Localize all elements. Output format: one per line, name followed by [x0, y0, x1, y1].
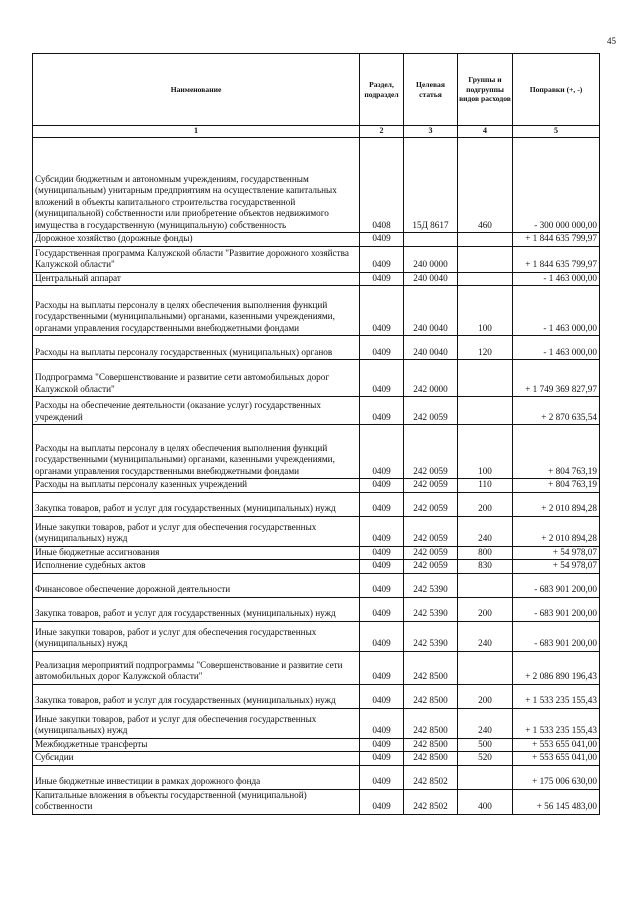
- row-section: 0409: [360, 479, 404, 493]
- row-section: 0409: [360, 752, 404, 766]
- row-name: Иные закупки товаров, работ и услуг для обеспечения государственных (муниципальных) нужд: [33, 516, 360, 546]
- row-amount: + 56 145 483,00: [513, 789, 600, 814]
- row-section: 0409: [360, 397, 404, 425]
- row-article: 242 0059: [404, 479, 458, 493]
- row-amount: - 683 901 200,00: [513, 573, 600, 597]
- row-amount: + 553 655 041,00: [513, 752, 600, 766]
- row-section: 0409: [360, 492, 404, 516]
- row-name: Межбюджетные трансферты: [33, 738, 360, 752]
- row-amount: - 1 463 000,00: [513, 336, 600, 360]
- column-number: 5: [513, 126, 600, 138]
- row-name: Закупка товаров, работ и услуг для государственных (муниципальных) нужд: [33, 684, 360, 708]
- row-section: 0409: [360, 246, 404, 272]
- column-number: 3: [404, 126, 458, 138]
- row-article: 242 0059: [404, 546, 458, 560]
- row-amount: + 553 655 041,00: [513, 738, 600, 752]
- row-group: [458, 765, 513, 789]
- row-amount: + 1 533 235 155,43: [513, 684, 600, 708]
- row-article: 242 5390: [404, 597, 458, 621]
- table-row: [33, 516, 600, 546]
- row-amount: + 2 086 890 196,43: [513, 651, 600, 684]
- row-section: 0409: [360, 765, 404, 789]
- header-name: Наименование: [33, 54, 360, 126]
- row-article: 240 0040: [404, 272, 458, 286]
- row-group: [458, 360, 513, 397]
- row-name: Закупка товаров, работ и услуг для государственных (муниципальных) нужд: [33, 597, 360, 621]
- row-amount: + 1 844 635 799,97: [513, 233, 600, 247]
- row-article: 242 0000: [404, 360, 458, 397]
- row-name: Подпрограмма "Совершенствование и развитие сети автомобильных дорог Калужской области": [33, 360, 360, 397]
- row-amount: - 300 000 000,00: [513, 138, 600, 233]
- row-section: 0409: [360, 597, 404, 621]
- table-row: [33, 684, 600, 708]
- row-section: 0409: [360, 516, 404, 546]
- table-row: [33, 765, 600, 789]
- row-article: 242 8500: [404, 684, 458, 708]
- row-name: Расходы на обеспечение деятельности (оказание услуг) государственных учреждений: [33, 397, 360, 425]
- row-group: 500: [458, 738, 513, 752]
- row-name: Дорожное хозяйство (дорожные фонды): [33, 233, 360, 247]
- table-row: [33, 752, 600, 766]
- row-amount: + 804 763,19: [513, 479, 600, 493]
- table-row: [33, 479, 600, 493]
- row-article: 242 8500: [404, 708, 458, 738]
- row-name: Иные бюджетные инвестиции в рамках дорожного фонда: [33, 765, 360, 789]
- table-row: [33, 286, 600, 336]
- table-row: [33, 651, 600, 684]
- row-amount: + 175 006 630,00: [513, 765, 600, 789]
- row-article: 240 0040: [404, 336, 458, 360]
- row-group: [458, 246, 513, 272]
- row-name: Исполнение судебных актов: [33, 560, 360, 574]
- row-group: 200: [458, 492, 513, 516]
- row-section: 0409: [360, 684, 404, 708]
- row-article: 242 5390: [404, 573, 458, 597]
- row-group: [458, 573, 513, 597]
- row-section: 0409: [360, 651, 404, 684]
- row-amount: + 1 844 635 799,97: [513, 246, 600, 272]
- page-number: 45: [607, 36, 616, 46]
- row-section: 0408: [360, 138, 404, 233]
- table-row: [33, 336, 600, 360]
- row-group: 100: [458, 425, 513, 479]
- table-row: [33, 138, 600, 233]
- header-article: Целевая статья: [404, 54, 458, 126]
- row-group: 520: [458, 752, 513, 766]
- column-number: 2: [360, 126, 404, 138]
- row-section: 0409: [360, 560, 404, 574]
- row-group: 110: [458, 479, 513, 493]
- row-amount: + 54 978,07: [513, 560, 600, 574]
- table-row: [33, 789, 600, 814]
- row-group: 120: [458, 336, 513, 360]
- header-row: [33, 54, 600, 126]
- table-row: [33, 597, 600, 621]
- row-article: 242 0059: [404, 397, 458, 425]
- row-article: 240 0040: [404, 286, 458, 336]
- row-name: Субсидии: [33, 752, 360, 766]
- column-number: 1: [33, 126, 360, 138]
- row-name: Субсидии бюджетным и автономным учреждениям, государственным (муниципальным) унитарным предприятиям на осуществление капитальных вложений в объекты капитального строительства государственной (муниципальной) собственности или приобретение объектов недвижимого имущества в государственную (муниципальную) собственность: [33, 138, 360, 233]
- row-article: 242 5390: [404, 621, 458, 651]
- row-name: Иные закупки товаров, работ и услуг для обеспечения государственных (муниципальных) нужд: [33, 708, 360, 738]
- row-name: Финансовое обеспечение дорожной деятельности: [33, 573, 360, 597]
- row-name: Иные закупки товаров, работ и услуг для обеспечения государственных (муниципальных) нужд: [33, 621, 360, 651]
- row-amount: + 804 763,19: [513, 425, 600, 479]
- table-row: [33, 425, 600, 479]
- row-amount: + 1 749 369 827,97: [513, 360, 600, 397]
- row-article: 240 0000: [404, 246, 458, 272]
- row-group: 200: [458, 684, 513, 708]
- row-name: Закупка товаров, работ и услуг для государственных (муниципальных) нужд: [33, 492, 360, 516]
- table-row: [33, 233, 600, 247]
- row-name: Расходы на выплаты персоналу государственных (муниципальных) органов: [33, 336, 360, 360]
- row-amount: + 2 870 635,54: [513, 397, 600, 425]
- row-group: 460: [458, 138, 513, 233]
- table-row: [33, 560, 600, 574]
- row-group: 400: [458, 789, 513, 814]
- row-section: 0409: [360, 233, 404, 247]
- table-row: [33, 272, 600, 286]
- row-section: 0409: [360, 573, 404, 597]
- table-row: [33, 246, 600, 272]
- row-group: 240: [458, 516, 513, 546]
- row-name: Расходы на выплаты персоналу в целях обеспечения выполнения функций государственными (муниципальными) органами, казенными учреждениями, органами управления государственными внебюджетными фондами: [33, 286, 360, 336]
- row-amount: - 683 901 200,00: [513, 597, 600, 621]
- row-group: 240: [458, 621, 513, 651]
- table-row: [33, 397, 600, 425]
- table-row: [33, 621, 600, 651]
- row-article: 242 8500: [404, 752, 458, 766]
- row-name: Капитальные вложения в объекты государственной (муниципальной) собственности: [33, 789, 360, 814]
- row-section: 0409: [360, 708, 404, 738]
- row-amount: + 1 533 235 155,43: [513, 708, 600, 738]
- row-group: 200: [458, 597, 513, 621]
- row-article: 242 8502: [404, 765, 458, 789]
- column-number: 4: [458, 126, 513, 138]
- row-group: 100: [458, 286, 513, 336]
- row-amount: - 1 463 000,00: [513, 272, 600, 286]
- table-row: [33, 546, 600, 560]
- header-section: Раздел, подраздел: [360, 54, 404, 126]
- row-section: 0409: [360, 272, 404, 286]
- row-article: [404, 233, 458, 247]
- row-article: 242 8500: [404, 738, 458, 752]
- header-amount: Поправки (+, -): [513, 54, 600, 126]
- row-name: Центральный аппарат: [33, 272, 360, 286]
- row-name: Расходы на выплаты персоналу в целях обеспечения выполнения функций государственными (муниципальными) органами, казенными учреждениями, органами управления государственными внебюджетными фондами: [33, 425, 360, 479]
- table-row: [33, 492, 600, 516]
- row-group: [458, 397, 513, 425]
- row-section: 0409: [360, 738, 404, 752]
- table-body: [33, 138, 600, 815]
- row-article: 242 0059: [404, 560, 458, 574]
- table-row: [33, 708, 600, 738]
- row-group: [458, 651, 513, 684]
- row-article: 242 8500: [404, 651, 458, 684]
- table-row: [33, 360, 600, 397]
- row-section: 0409: [360, 286, 404, 336]
- row-article: 242 0059: [404, 425, 458, 479]
- row-name: Государственная программа Калужской области "Развитие дорожного хозяйства Калужской области": [33, 246, 360, 272]
- row-section: 0409: [360, 425, 404, 479]
- row-name: Реализация мероприятий подпрограммы "Совершенствование и развитие сети автомобильных дорог Калужской области": [33, 651, 360, 684]
- row-group: [458, 272, 513, 286]
- row-section: 0409: [360, 789, 404, 814]
- row-group: 830: [458, 560, 513, 574]
- row-article: 242 0059: [404, 516, 458, 546]
- row-name: Расходы на выплаты персоналу казенных учреждений: [33, 479, 360, 493]
- row-section: 0409: [360, 621, 404, 651]
- column-number-row: [33, 126, 600, 138]
- table-row: [33, 738, 600, 752]
- row-section: 0409: [360, 360, 404, 397]
- row-article: 242 8502: [404, 789, 458, 814]
- header-group: Группы и подгруппы видов расходов: [458, 54, 513, 126]
- table-row: [33, 573, 600, 597]
- row-amount: + 2 010 894,28: [513, 492, 600, 516]
- row-amount: + 54 978,07: [513, 546, 600, 560]
- row-amount: + 2 010 894,28: [513, 516, 600, 546]
- row-section: 0409: [360, 546, 404, 560]
- row-amount: - 683 901 200,00: [513, 621, 600, 651]
- row-amount: - 1 463 000,00: [513, 286, 600, 336]
- budget-amendments-table: [32, 53, 600, 815]
- row-article: 242 0059: [404, 492, 458, 516]
- row-section: 0409: [360, 336, 404, 360]
- row-group: 800: [458, 546, 513, 560]
- row-name: Иные бюджетные ассигнования: [33, 546, 360, 560]
- row-article: 15Д 8617: [404, 138, 458, 233]
- row-group: [458, 233, 513, 247]
- row-group: 240: [458, 708, 513, 738]
